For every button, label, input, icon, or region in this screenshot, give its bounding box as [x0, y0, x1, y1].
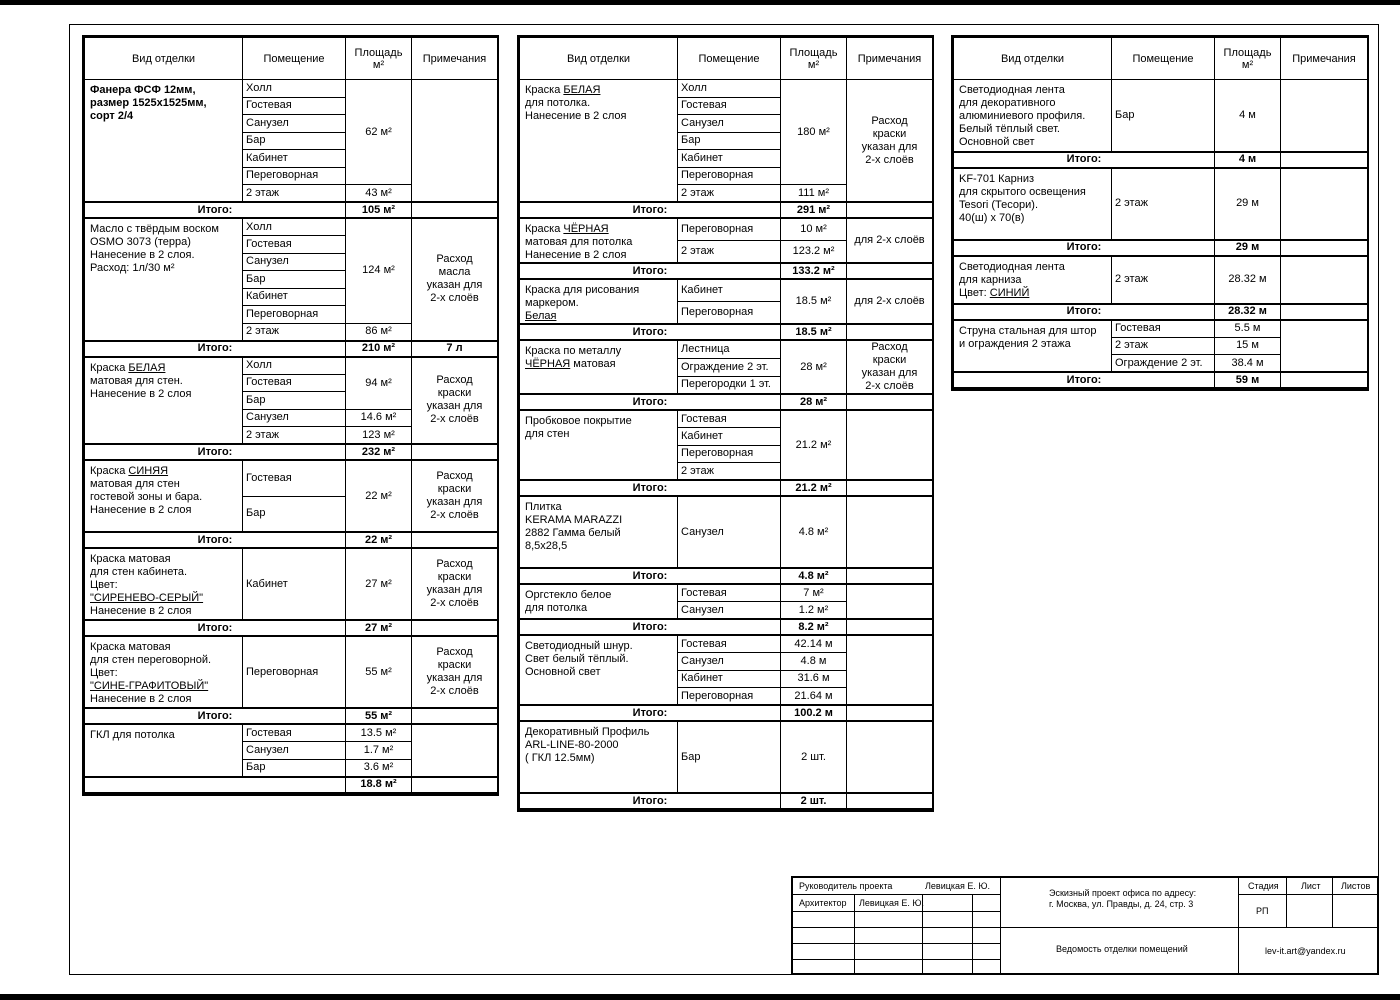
total-row [520, 705, 933, 721]
notes-cell [847, 410, 933, 480]
total-row [520, 394, 933, 410]
notes-cell [847, 584, 933, 619]
total-row [520, 324, 933, 340]
total-value: 18.5 м² [781, 324, 847, 340]
total-value: 59 м [1215, 372, 1281, 388]
total-value: 22 м² [346, 532, 412, 548]
finish-description: ГКЛ для потолка [85, 724, 243, 777]
room-row [954, 256, 1368, 304]
area-value: 55 м² [346, 636, 412, 708]
room-name: Бар [243, 271, 346, 289]
finish-description: Масло с твёрдым воском OSMO 3073 (терра) Нанесение в 2 слоя. Расход: 1л/30 м² [85, 218, 243, 341]
total-value: 29 м [1215, 240, 1281, 256]
total-label: Итого: [85, 620, 346, 636]
finish-description: Светодиодная лента для декоративного алюминиевого профиля. Белый тёплый свет. Основной свет [954, 80, 1112, 152]
notes-cell [412, 80, 498, 203]
total-note [847, 263, 933, 279]
room-name: Гостевая [243, 374, 346, 392]
room-name: 2 этаж [1112, 256, 1215, 304]
total-note [847, 793, 933, 809]
room-name: Бар [678, 132, 781, 150]
room-name: Санузел [243, 409, 346, 427]
contact-email: lev-it.art@yandex.ru [1265, 946, 1346, 956]
room-name: Гостевая [243, 724, 346, 742]
area-value: 4 м [1215, 80, 1281, 152]
finish-description: Светодиодная лента для карниза Цвет: СИНИЙ [954, 256, 1112, 304]
room-row [85, 548, 498, 620]
area-value: 21.2 м² [781, 410, 847, 480]
total-value: 55 м² [346, 708, 412, 724]
notes-cell [1281, 168, 1368, 240]
notes-cell: Расход краски указан для 2-х слоёв [412, 548, 498, 620]
area-value: 10 м² [781, 218, 847, 241]
header-room: Помещение [243, 38, 346, 80]
notes-cell [847, 496, 933, 568]
room-name: Переговорная [678, 688, 781, 706]
schedule-table [519, 37, 933, 810]
room-name: Переговорная [678, 445, 781, 463]
area-value: 38.4 м [1215, 355, 1281, 373]
header-notes: Примечания [1281, 38, 1368, 80]
room-name: Кабинет [678, 150, 781, 168]
header-finish: Вид отделки [520, 38, 678, 80]
total-row [85, 341, 498, 357]
room-row [520, 279, 933, 302]
room-name: Переговорная [243, 636, 346, 708]
total-row [520, 202, 933, 218]
notes-cell [412, 724, 498, 777]
room-name: Бар [243, 759, 346, 777]
area-value: 123 м² [346, 427, 412, 445]
total-row [520, 793, 933, 809]
room-row [520, 635, 933, 653]
total-value: 27 м² [346, 620, 412, 636]
room-name: Бар [243, 392, 346, 410]
room-name: Холл [243, 80, 346, 98]
room-name: Переговорная [678, 167, 781, 185]
room-name: Ограждение 2 эт. [1112, 355, 1215, 373]
area-value: 31.6 м [781, 670, 847, 688]
total-note [1281, 372, 1368, 388]
room-row [520, 721, 933, 793]
total-label: Итого: [954, 240, 1215, 256]
area-value: 123.2 м² [781, 241, 847, 264]
total-label: Итого: [954, 152, 1215, 168]
area-value: 2 шт. [781, 721, 847, 793]
room-name: Переговорная [243, 167, 346, 185]
area-value: 5.5 м [1215, 320, 1281, 338]
room-row [520, 340, 933, 358]
room-row [85, 724, 498, 742]
area-value: 1.7 м² [346, 742, 412, 760]
total-row [520, 619, 933, 635]
room-row [954, 168, 1368, 240]
area-value: 28 м² [781, 340, 847, 394]
notes-cell: Расход краски указан для 2-х слоёв [412, 357, 498, 445]
total-note [412, 777, 498, 793]
room-name: Гостевая [243, 97, 346, 115]
total-note [847, 202, 933, 218]
finish-description: Декоративный Профиль ARL-LINE-80-2000 ( ГКЛ 12.5мм) [520, 721, 678, 793]
area-value: 15 м [1215, 337, 1281, 355]
total-value: 133.2 м² [781, 263, 847, 279]
room-name: Гостевая [243, 236, 346, 254]
sheet-title: Ведомость отделки помещений [1056, 944, 1188, 954]
total-label: Итого: [85, 532, 346, 548]
room-name: Гостевая [678, 410, 781, 428]
finish-description: Краска матовая для стен переговорной. Цвет: "СИНЕ-ГРАФИТОВЫЙ" Нанесение в 2 слоя [85, 636, 243, 708]
room-row [520, 410, 933, 428]
area-value: 62 м² [346, 80, 412, 185]
room-name: Санузел [243, 253, 346, 271]
total-row [85, 777, 498, 793]
total-value: 8.2 м² [781, 619, 847, 635]
total-value: 4.8 м² [781, 568, 847, 584]
header-room: Помещение [678, 38, 781, 80]
total-label: Итого: [85, 708, 346, 724]
room-name: Кабинет [243, 548, 346, 620]
total-label: Итого: [520, 705, 781, 721]
total-row [954, 372, 1368, 388]
area-value: 7 м² [781, 584, 847, 602]
total-label: Итого: [520, 324, 781, 340]
total-label: Итого: [954, 372, 1215, 388]
area-value: 27 м² [346, 548, 412, 620]
room-name: Кабинет [678, 428, 781, 446]
total-label: Итого: [520, 568, 781, 584]
room-row [520, 218, 933, 241]
total-label: Итого: [520, 793, 781, 809]
room-name: Санузел [678, 602, 781, 620]
total-note [847, 480, 933, 496]
header-row [954, 38, 1368, 80]
room-name: Гостевая [1112, 320, 1215, 338]
room-name: Холл [243, 218, 346, 236]
room-name: Гостевая [243, 460, 346, 496]
total-label: Итого: [520, 394, 781, 410]
total-value: 232 м² [346, 444, 412, 460]
area-value: 22 м² [346, 460, 412, 532]
total-value: 28 м² [781, 394, 847, 410]
total-value: 291 м² [781, 202, 847, 218]
notes-cell: Расход краски указан для 2-х слоёв [847, 340, 933, 394]
room-name: Санузел [678, 115, 781, 133]
schedule-table [84, 37, 498, 794]
header-finish: Вид отделки [954, 38, 1112, 80]
room-row [520, 80, 933, 98]
room-name: 2 этаж [243, 185, 346, 203]
room-name: Лестница [678, 340, 781, 358]
total-note [412, 708, 498, 724]
room-name: Бар [243, 132, 346, 150]
finish-description: Краска матовая для стен кабинета. Цвет: "СИРЕНЕВО-СЕРЫЙ" Нанесение в 2 слоя [85, 548, 243, 620]
sheets-label: Листов [1341, 881, 1371, 891]
area-value: 13.5 м² [346, 724, 412, 742]
total-note [412, 620, 498, 636]
room-name: Кабинет [678, 670, 781, 688]
notes-cell: Расход масла указан для 2-х слоёв [412, 218, 498, 341]
area-value: 14.6 м² [346, 409, 412, 427]
room-row [954, 320, 1368, 338]
total-label: Итого: [954, 304, 1215, 320]
room-name: Перегородки 1 эт. [678, 376, 781, 394]
total-note [847, 619, 933, 635]
notes-cell: Расход краски указан для 2-х слоёв [412, 460, 498, 532]
finish-description: KF-701 Карниз для скрытого освещения Tesori (Тесори). 40(ш) х 70(в) [954, 168, 1112, 240]
finish-description: Пробковое покрытие для стен [520, 410, 678, 480]
room-name: Ограждение 2 эт. [678, 358, 781, 376]
finish-description: Светодиодный шнур. Свет белый тёплый. Основной свет [520, 635, 678, 705]
stage-value: РП [1256, 906, 1269, 916]
room-name: Кабинет [243, 150, 346, 168]
schedule-table [953, 37, 1368, 389]
room-row [85, 357, 498, 375]
total-label: Итого: [85, 444, 346, 460]
total-label: Итого: [520, 202, 781, 218]
total-row [85, 202, 498, 218]
area-value: 180 м² [781, 80, 847, 185]
room-name: Бар [678, 721, 781, 793]
bottom-border [0, 994, 1400, 1000]
header-finish: Вид отделки [85, 38, 243, 80]
room-name: 2 этаж [1112, 337, 1215, 355]
architect-label: Архитектор [799, 898, 847, 908]
room-row [85, 80, 498, 98]
room-name: 2 этаж [678, 185, 781, 203]
header-row [85, 38, 498, 80]
notes-cell: для 2-х слоёв [847, 279, 933, 324]
total-note [847, 394, 933, 410]
area-value: 4.8 м² [781, 496, 847, 568]
total-row [520, 568, 933, 584]
room-name: Кабинет [678, 279, 781, 302]
room-row [85, 460, 498, 496]
header-notes: Примечания [412, 38, 498, 80]
total-note: 7 л [412, 341, 498, 357]
total-value: 210 м² [346, 341, 412, 357]
area-value: 28.32 м [1215, 256, 1281, 304]
area-value: 43 м² [346, 185, 412, 203]
notes-cell: Расход краски указан для 2-х слоёв [847, 80, 933, 203]
total-note [847, 324, 933, 340]
header-row [520, 38, 933, 80]
project-address-line1: Эскизный проект офиса по адресу: [1049, 888, 1197, 898]
room-name: Холл [678, 80, 781, 98]
header-area: Площадь м² [1215, 38, 1281, 80]
room-name: 2 этаж [678, 241, 781, 264]
title-block [791, 876, 1379, 975]
room-row [520, 584, 933, 602]
notes-cell [1281, 320, 1368, 373]
total-note [847, 568, 933, 584]
room-row [954, 80, 1368, 152]
finish-description: Струна стальная для штор и ограждения 2 этажа [954, 320, 1112, 373]
room-name: Бар [1112, 80, 1215, 152]
room-name: Гостевая [678, 97, 781, 115]
room-name: Санузел [243, 742, 346, 760]
room-row [85, 218, 498, 236]
room-name: 2 этаж [243, 323, 346, 341]
room-name: 2 этаж [1112, 168, 1215, 240]
finish-table-1 [82, 35, 499, 796]
total-label: Итого: [520, 263, 781, 279]
notes-cell: для 2-х слоёв [847, 218, 933, 263]
area-value: 4.8 м [781, 653, 847, 671]
total-label: Итого: [520, 619, 781, 635]
room-name: Холл [243, 357, 346, 375]
header-area: Площадь м² [781, 38, 847, 80]
total-note [1281, 240, 1368, 256]
sheet-label: Лист [1301, 881, 1321, 891]
room-name: Гостевая [678, 584, 781, 602]
room-name: Бар [243, 496, 346, 532]
notes-cell [1281, 256, 1368, 304]
room-name: Переговорная [678, 302, 781, 325]
area-value: 86 м² [346, 323, 412, 341]
total-note [1281, 152, 1368, 168]
finish-description: Краска БЕЛАЯ матовая для стен. Нанесение в 2 слоя [85, 357, 243, 445]
finish-description: Краска ЧЁРНАЯ матовая для потолка Нанесение в 2 слоя [520, 218, 678, 263]
header-area: Площадь м² [346, 38, 412, 80]
area-value: 29 м [1215, 168, 1281, 240]
room-name: Санузел [243, 115, 346, 133]
manager-label: Руководитель проекта [799, 881, 893, 891]
finish-description: Фанера ФСФ 12мм, размер 1525х1525мм, сорт 2/4 [85, 80, 243, 203]
area-value: 42.14 м [781, 635, 847, 653]
area-value: 18.5 м² [781, 279, 847, 324]
header-room: Помещение [1112, 38, 1215, 80]
room-name: Санузел [678, 496, 781, 568]
area-value: 21.64 м [781, 688, 847, 706]
notes-cell [1281, 80, 1368, 152]
project-address-line2: г. Москва, ул. Правды, д. 24, стр. 3 [1049, 899, 1194, 909]
total-value: 18.8 м² [346, 777, 412, 793]
total-note [847, 705, 933, 721]
stage-label: Стадия [1248, 881, 1279, 891]
area-value: 3.6 м² [346, 759, 412, 777]
finish-table-2 [517, 35, 934, 812]
total-row [954, 152, 1368, 168]
total-note [412, 202, 498, 218]
total-value: 21.2 м² [781, 480, 847, 496]
total-row [85, 708, 498, 724]
total-row [520, 263, 933, 279]
total-label: Итого: [85, 202, 346, 218]
room-name: 2 этаж [243, 427, 346, 445]
architect-name: Левицкая Е. Ю. [859, 898, 924, 908]
finish-description: Краска СИНЯЯ матовая для стен гостевой зоны и бара. Нанесение в 2 слоя [85, 460, 243, 532]
room-row [85, 636, 498, 708]
total-value: 100.2 м [781, 705, 847, 721]
top-border [0, 0, 1400, 5]
total-row [85, 444, 498, 460]
total-value: 105 м² [346, 202, 412, 218]
total-note [412, 444, 498, 460]
area-value: 124 м² [346, 218, 412, 323]
notes-cell [847, 635, 933, 705]
total-label: Итого: [520, 480, 781, 496]
area-value: 94 м² [346, 357, 412, 410]
total-label: Итого: [85, 341, 346, 357]
total-row [954, 240, 1368, 256]
header-notes: Примечания [847, 38, 933, 80]
finish-table-3 [951, 35, 1369, 391]
finish-description: Оргстекло белое для потолка [520, 584, 678, 619]
room-name: 2 этаж [678, 463, 781, 481]
area-value: 111 м² [781, 185, 847, 203]
room-name: Гостевая [678, 635, 781, 653]
total-note [1281, 304, 1368, 320]
room-name: Переговорная [243, 306, 346, 324]
room-row [520, 496, 933, 568]
total-value: 4 м [1215, 152, 1281, 168]
area-value: 1.2 м² [781, 602, 847, 620]
room-name: Санузел [678, 653, 781, 671]
notes-cell [847, 721, 933, 793]
total-row [520, 480, 933, 496]
total-value: 2 шт. [781, 793, 847, 809]
room-name: Кабинет [243, 288, 346, 306]
finish-description: Краска по металлу ЧЁРНАЯ матовая [520, 340, 678, 394]
finish-description: Плитка KERAMA MARAZZI 2882 Гамма белый 8,5х28,5 [520, 496, 678, 568]
total-row [954, 304, 1368, 320]
total-value: 28.32 м [1215, 304, 1281, 320]
manager-name: Левицкая Е. Ю. [925, 881, 990, 891]
finish-description: Краска БЕЛАЯ для потолка. Нанесение в 2 слоя [520, 80, 678, 203]
total-label [85, 777, 346, 793]
total-row [85, 620, 498, 636]
total-note [412, 532, 498, 548]
room-name: Переговорная [678, 218, 781, 241]
total-row [85, 532, 498, 548]
notes-cell: Расход краски указан для 2-х слоёв [412, 636, 498, 708]
finish-description: Краска для рисования маркером. Белая [520, 279, 678, 324]
